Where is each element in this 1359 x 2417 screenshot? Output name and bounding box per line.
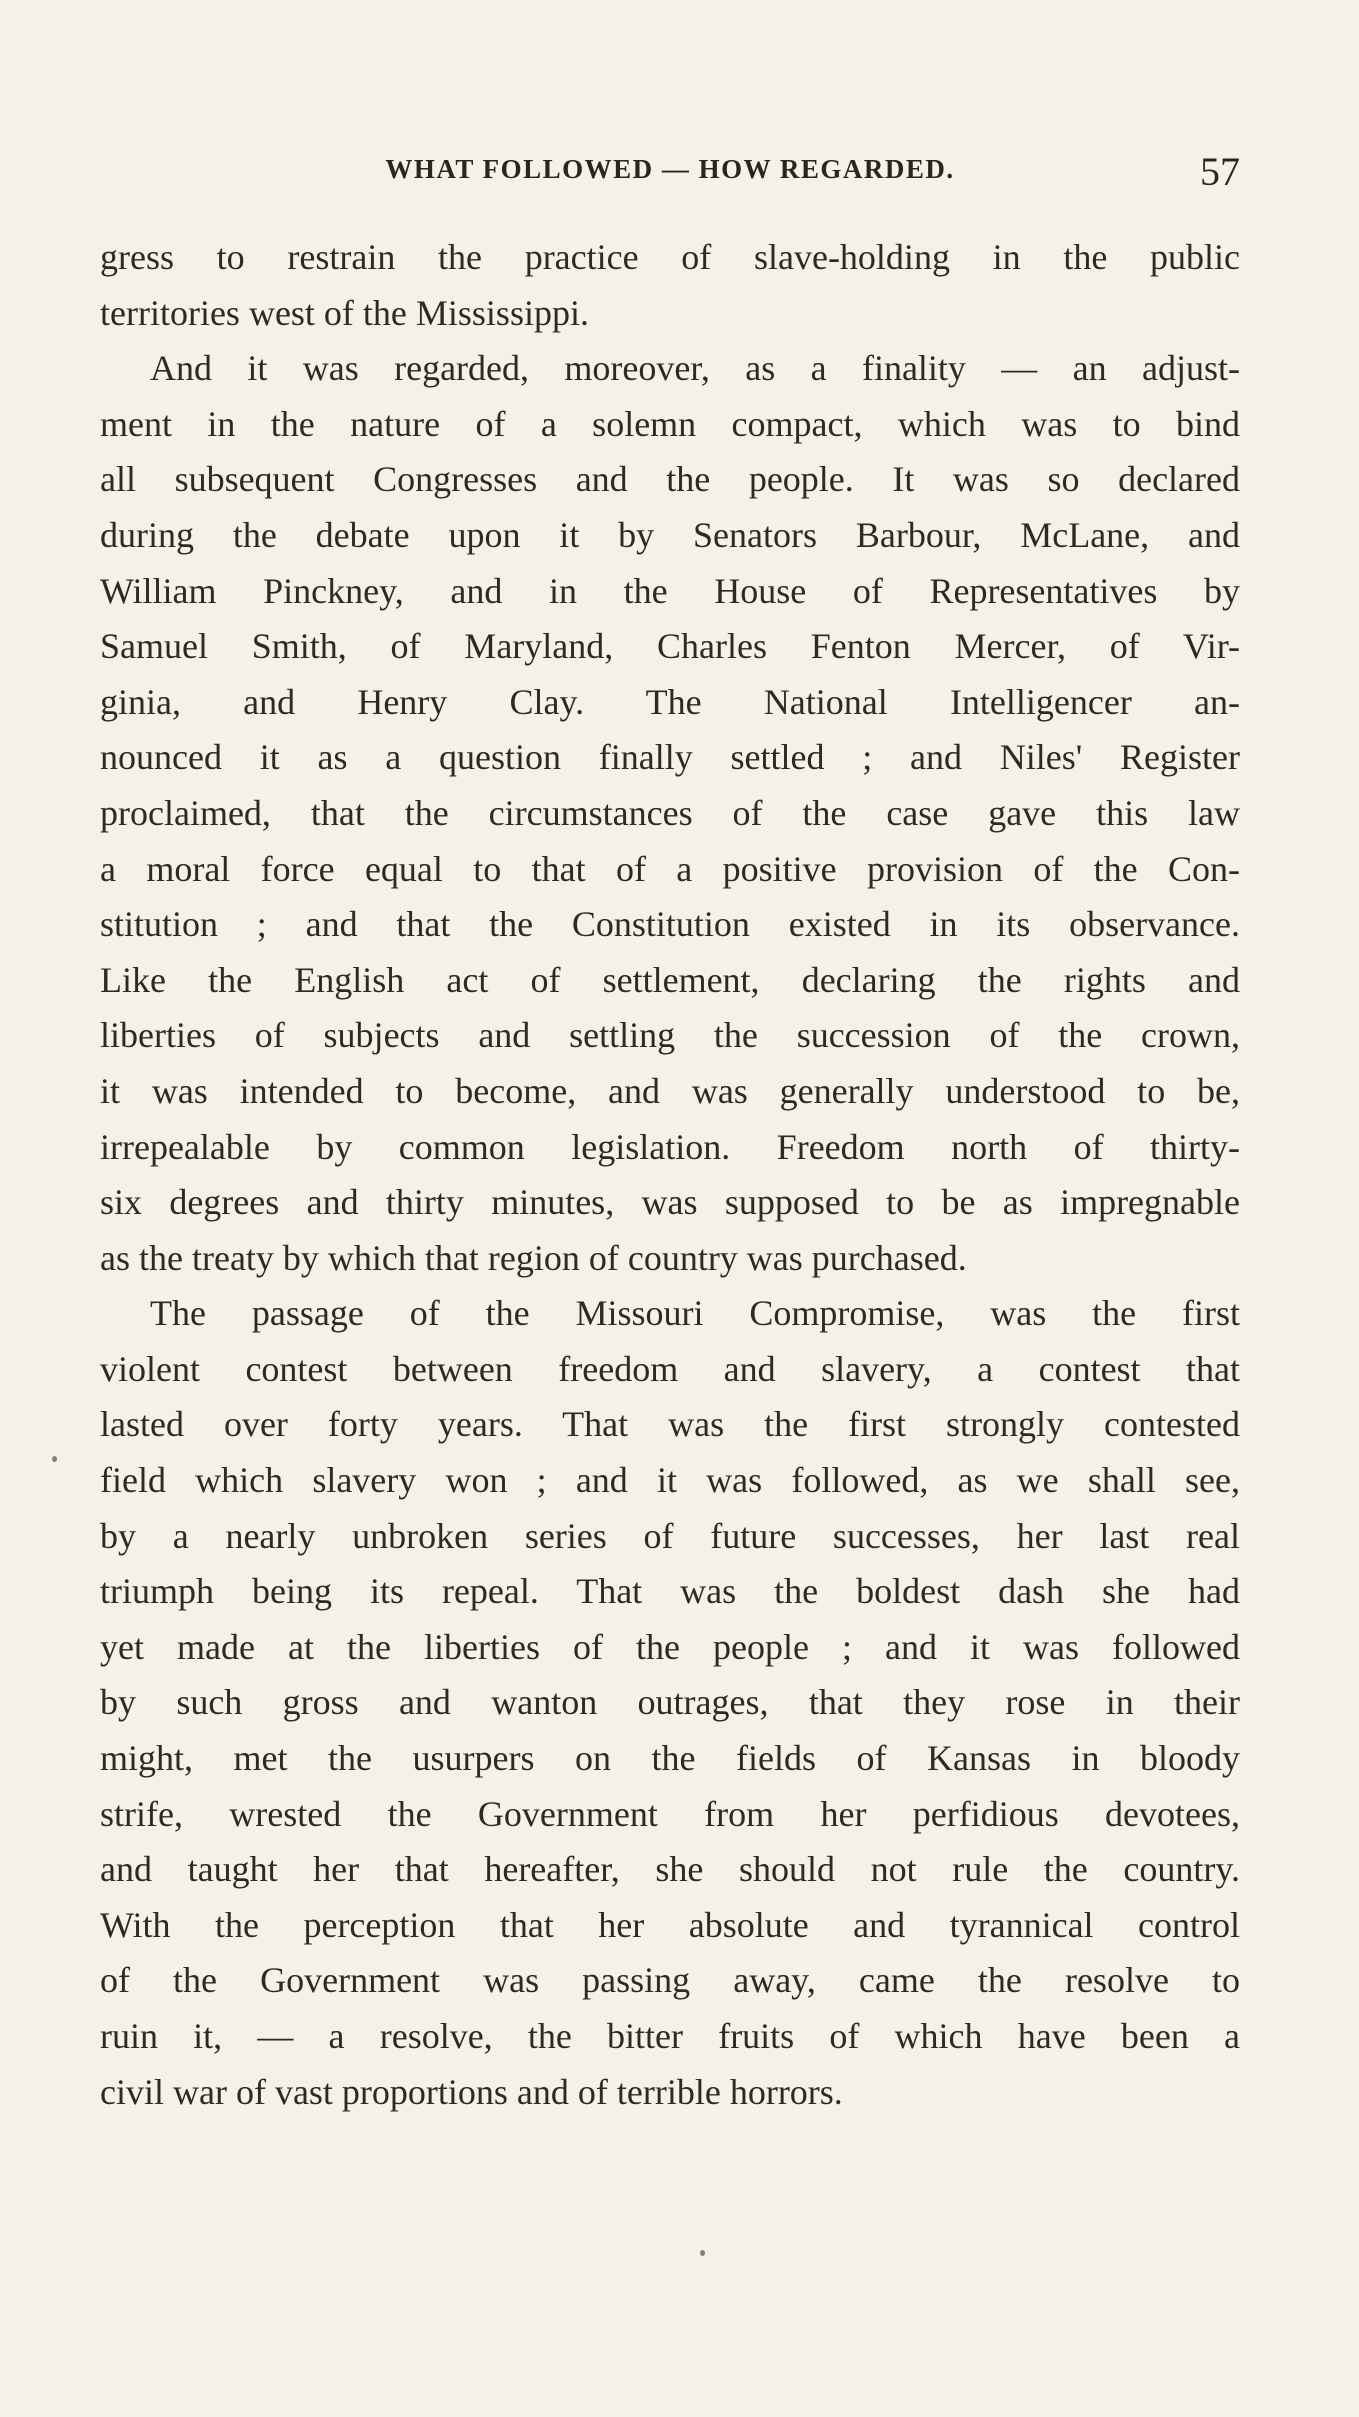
text-line: violent contest between freedom and slavery, a contest that	[100, 1348, 1240, 1389]
text-line: nounced it as a question finally settled ; and Niles' Register	[100, 737, 1240, 778]
text-line: by a nearly unbroken series of future successes, her last real	[100, 1515, 1240, 1556]
text-line: And it was regarded, moreover, as a finality — an adjust-	[150, 348, 1240, 389]
text-line: lasted over forty years. That was the first strongly contested	[100, 1404, 1240, 1445]
text-line: triumph being its repeal. That was the boldest dash she had	[100, 1571, 1240, 1612]
text-line: gress to restrain the practice of slave-holding in the public	[100, 237, 1240, 277]
text-line: strife, wrested the Government from her perfidious devotees,	[100, 1793, 1240, 1834]
text-line: ruin it, — a resolve, the bitter fruits of which have been a	[100, 2016, 1240, 2056]
text-line: territories west of the Mississippi.	[100, 292, 589, 333]
running-head	[100, 148, 1240, 198]
page-number: 57	[1200, 149, 1240, 194]
text-line: The passage of the Missouri Compromise, was the first	[150, 1293, 1240, 1334]
text-line: six degrees and thirty minutes, was supposed to be as impregnable	[100, 1182, 1240, 1223]
text-line: ginia, and Henry Clay. The National Intelligencer an-	[100, 681, 1240, 722]
text-line: William Pinckney, and in the House of Representatives by	[100, 570, 1240, 611]
text-line: yet made at the liberties of the people ; and it was followed	[100, 1626, 1240, 1667]
text-line: during the debate upon it by Senators Barbour, McLane, and	[100, 514, 1240, 555]
ink-speck	[52, 1456, 57, 1462]
text-line: might, met the usurpers on the fields of Kansas in bloody	[100, 1738, 1240, 1779]
text-line: ment in the nature of a solemn compact, which was to bind	[100, 403, 1240, 444]
text-line: all subsequent Congresses and the people. It was so declared	[100, 459, 1240, 500]
text-line: Samuel Smith, of Maryland, Charles Fenton Mercer, of Vir-	[100, 626, 1240, 667]
text-line: it was intended to become, and was generally understood to be,	[100, 1070, 1240, 1111]
text-line: stitution ; and that the Constitution existed in its observance.	[100, 904, 1240, 945]
text-line: of the Government was passing away, came the resolve to	[100, 1960, 1240, 2001]
text-line: liberties of subjects and settling the succession of the crown,	[100, 1015, 1240, 1056]
body-text	[100, 230, 1240, 2120]
text-line: and taught her that hereafter, she should not rule the country.	[100, 1849, 1240, 1890]
ink-speck	[700, 2250, 705, 2256]
text-line: by such gross and wanton outrages, that they rose in their	[100, 1682, 1240, 1723]
text-line: as the treaty by which that region of country was purchased.	[100, 1237, 967, 1278]
text-line: Like the English act of settlement, declaring the rights and	[100, 959, 1240, 1000]
text-line: field which slavery won ; and it was followed, as we shall see,	[100, 1460, 1240, 1501]
text-line: a moral force equal to that of a positive provision of the Con-	[100, 848, 1240, 889]
text-line: irrepealable by common legislation. Freedom north of thirty-	[100, 1126, 1240, 1167]
text-line: proclaimed, that the circumstances of the case gave this law	[100, 792, 1240, 833]
text-line: With the perception that her absolute and tyrannical control	[100, 1904, 1240, 1945]
text-line: civil war of vast proportions and of terrible horrors.	[100, 2071, 843, 2112]
running-title: WHAT FOLLOWED — HOW REGARDED.	[385, 154, 955, 184]
